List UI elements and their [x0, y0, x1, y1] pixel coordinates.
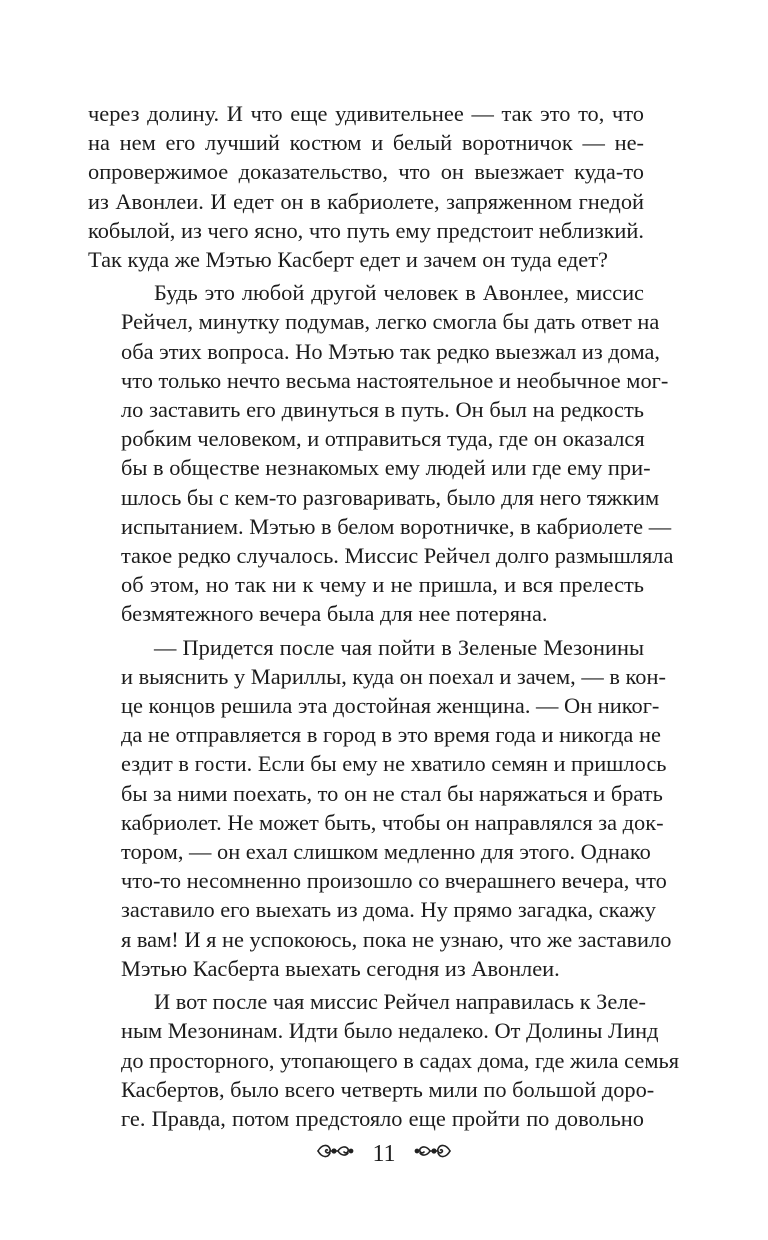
text-line: и выяснить у Мариллы, куда он поехал и зачем, — в кон- [121, 663, 666, 689]
text-line: из Авонлеи. И едет он в кабриолете, запряженном гнедой [88, 188, 644, 214]
text-line: шлось бы с кем-то разговаривать, было для него тяжким [121, 484, 660, 510]
text-line: бы за ними поехать, то он не стал бы наряжаться и брать [121, 780, 663, 806]
text-line: Будь это любой другой человек в Авонлее, миссис [154, 280, 644, 306]
text-line: бы в обществе незнакомых ему людей или где ему при- [121, 455, 651, 481]
floral-ornament-icon [314, 1140, 354, 1169]
text-line: да не отправляется в город в это время года и никогда не [121, 722, 661, 748]
paragraph-2 [88, 278, 674, 628]
text-line: — Придется после чая пойти в Зеленые Мезонины [154, 634, 644, 660]
page-number: 11 [372, 1141, 396, 1167]
text-line: я вам! И я не успокоюсь, пока не узнаю, что же заставило [121, 926, 672, 952]
text-line: заставило его выехать из дома. Ну прямо загадка, скажу [121, 897, 656, 923]
text-line: через долину. И что еще удивительнее — так это то, что [88, 101, 644, 126]
text-line: кобылой, из чего ясно, что путь ему предстоит неблизкий. [88, 217, 644, 243]
text-line: испытанием. Мэтью в белом воротничке, в кабриолете — [121, 513, 672, 539]
floral-ornament-icon [414, 1140, 454, 1169]
text-line: Мэтью Касберта выехать сегодня из Авонлеи. [121, 955, 560, 981]
text-line: ге. Правда, потом предстояло еще пройти по довольно [121, 1105, 644, 1131]
text-line: что-то несомненно произошло со вчерашнего вечера, что [121, 868, 667, 894]
page-footer [0, 1140, 768, 1169]
text-line: на нем его лучший костюм и белый воротничок — не- [88, 130, 644, 156]
text-line: кабриолет. Не может быть, чтобы он направлялся за док- [121, 809, 664, 835]
text-line: Рейчел, минутку подумав, легко смогла бы дать ответ на [121, 309, 660, 335]
text-line: оба этих вопроса. Но Мэтью так редко выезжал из дома, [121, 338, 661, 364]
paragraph-1 [88, 99, 644, 274]
text-line: Касбертов, было всего четверть мили по большой доро- [121, 1076, 655, 1102]
text-line: об этом, но так ни к чему и не пришла, и вся прелесть [121, 572, 644, 598]
text-line: тором, — он ехал слишком медленно для этого. Однако [121, 839, 651, 865]
text-line: безмятежного вечера была для нее потеряна. [121, 601, 548, 627]
paragraph-3 [88, 633, 672, 983]
text-line: робким человеком, и отправиться туда, где он оказался [121, 426, 645, 452]
text-line: Так куда же Мэтью Касберт едет и зачем он туда едет? [88, 247, 608, 273]
text-line: И вот после чая миссис Рейчел направилась к Зеле- [154, 989, 646, 1015]
book-page-text [88, 99, 679, 1133]
text-line: ло заставить его двинуться в путь. Он был на редкость [121, 397, 644, 423]
text-line: ным Мезонинам. Идти было недалеко. От Долины Линд [121, 1018, 659, 1044]
text-line: такое редко случалось. Миссис Рейчел долго размышляла [121, 543, 674, 569]
text-line: ездит в гости. Если бы ему не хватило семян и пришлось [121, 751, 667, 777]
text-line: что только нечто весьма настоятельное и необычное мог- [121, 367, 669, 393]
text-line: до просторного, утопающего в садах дома, где жила семья [121, 1047, 679, 1073]
text-line: це концов решила эта достойная женщина. — Он никог- [121, 693, 660, 719]
paragraph-4 [88, 987, 679, 1133]
text-line: опровержимое доказательство, что он выезжает куда-то [88, 159, 644, 185]
